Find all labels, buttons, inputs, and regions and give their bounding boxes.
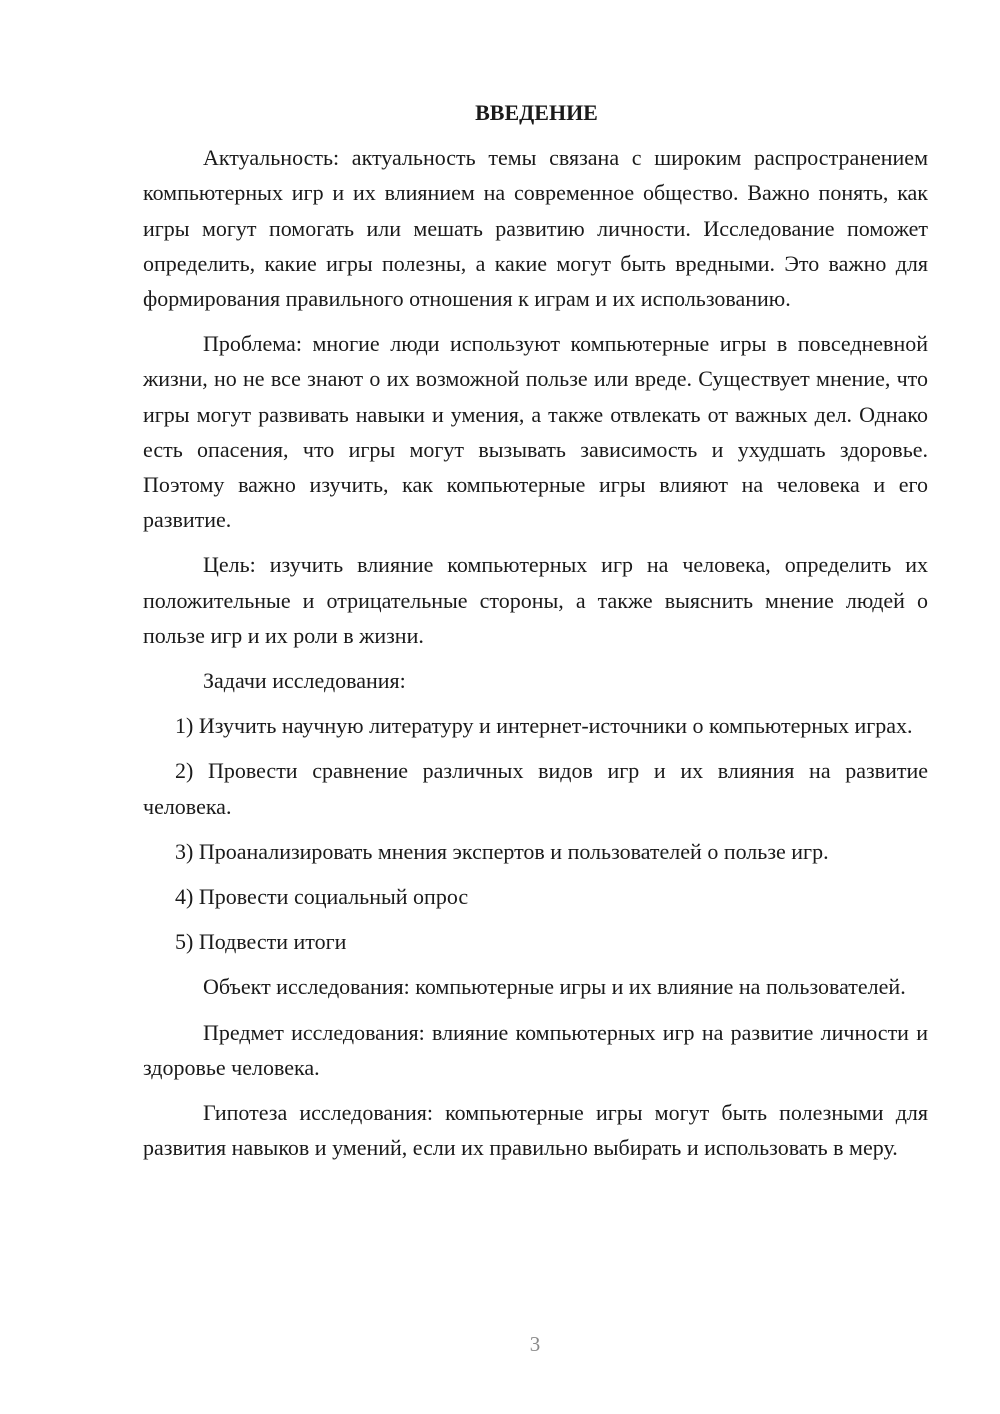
task-item-5: 5) Подвести итоги <box>175 929 347 955</box>
hypothesis-paragraph: Гипотеза исследования: компьютерные игры могут быть полезными для развития навыков и умений, если их правильно выбирать и использовать в меру. <box>143 1100 928 1161</box>
document-page <box>143 95 928 1165</box>
task-item-2: 2) Провести сравнение различных видов игр и их влияния на развитие человека. <box>143 758 928 819</box>
subject-paragraph: Предмет исследования: влияние компьютерных игр на развитие личности и здоровье человека. <box>143 1019 928 1080</box>
task-item-3: 3) Проанализировать мнения экспертов и пользователей о пользе игр. <box>175 838 829 864</box>
problem-paragraph: Проблема: многие люди используют компьютерные игры в повседневной жизни, но не все знают о их возможной пользе или вреде. Существует мнение, что игры могут развивать навыки и умения, а также отвлекать от важных дел. Однако есть опасения, что игры могут вызывать зависимость и ухудшать здоровье. Поэтому важно изучить, как компьютерные игры влияют на человека и его развитие. <box>143 331 928 533</box>
object-paragraph: Объект исследования: компьютерные игры и их влияние на пользователей. <box>203 974 906 1000</box>
task-item-4: 4) Провести социальный опрос <box>175 884 469 910</box>
relevance-paragraph: Актуальность: актуальность темы связана с широким распространением компьютерных игр и их влиянием на современное общество. Важно понять, как игры могут помогать или мешать развитию личности. Исследование поможет определить, какие игры полезны, а какие могут быть вредными. Это важно для формирования правильного отношения к играм и их использованию. <box>143 145 928 312</box>
goal-paragraph: Цель: изучить влияние компьютерных игр на человека, определить их положительные и отрицательные стороны, а также выяснить мнение людей о пользе игр и их роли в жизни. <box>143 552 928 648</box>
task-item-1: 1) Изучить научную литературу и интернет-источники о компьютерных играх. <box>175 713 913 739</box>
section-title: ВВЕДЕНИЕ <box>475 100 598 125</box>
page-number: 3 <box>529 1332 541 1356</box>
tasks-heading: Задачи исследования: <box>203 668 406 694</box>
